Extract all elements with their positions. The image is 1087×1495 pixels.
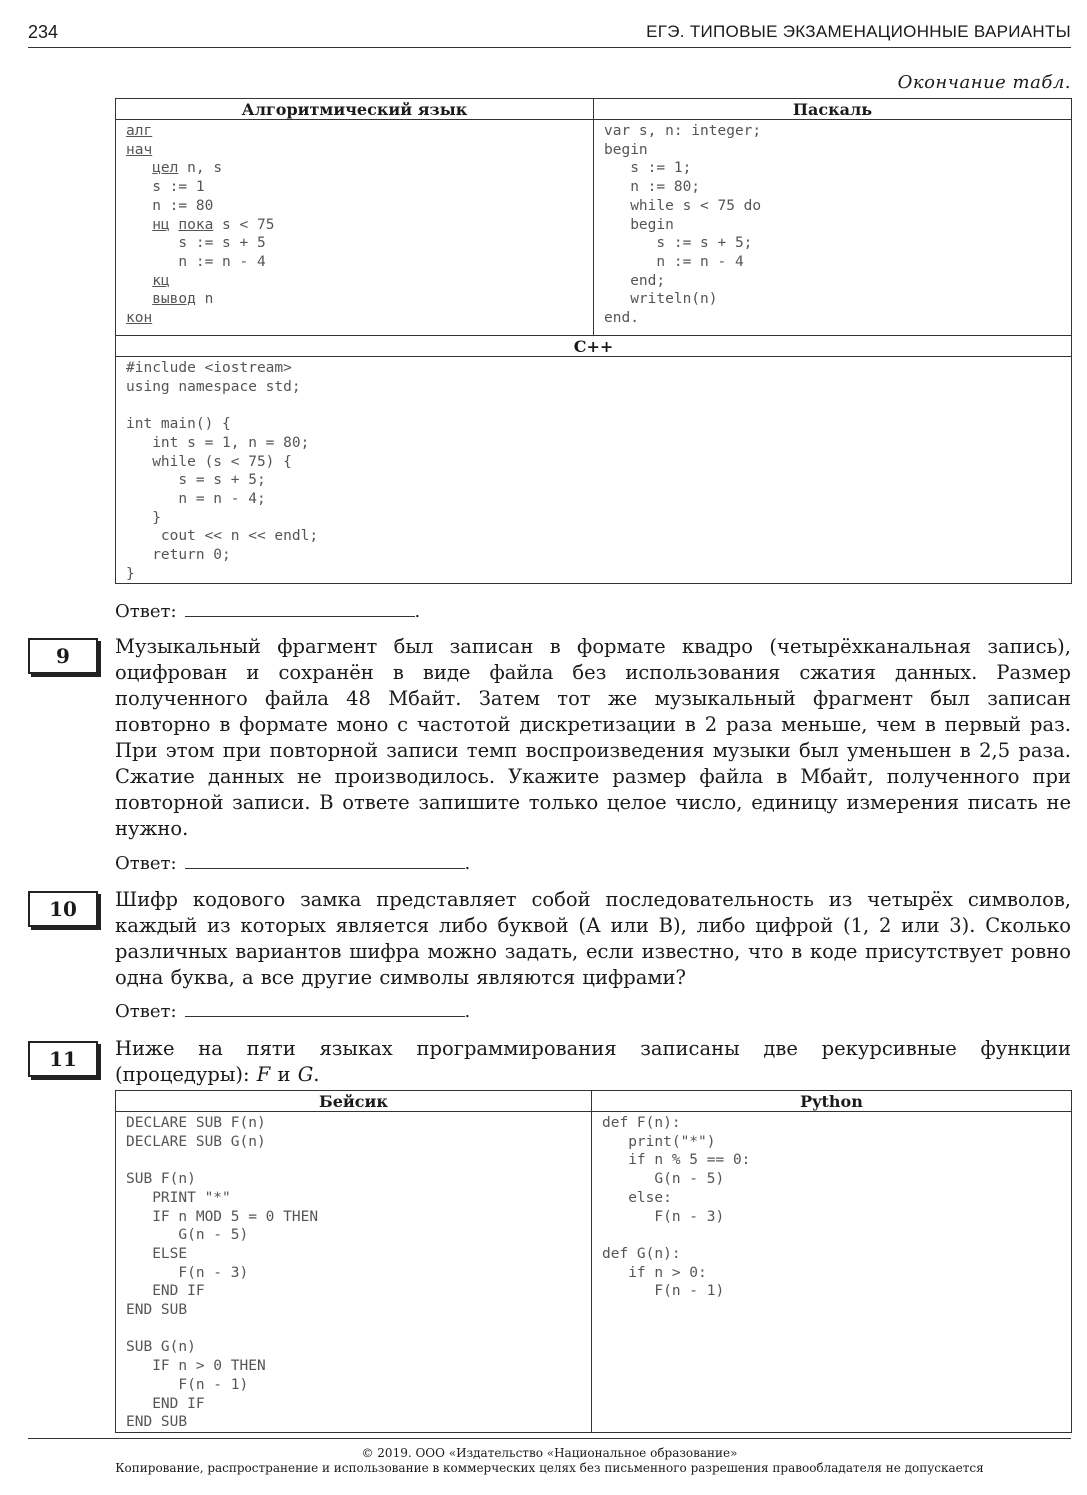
answer-period: . (464, 853, 471, 874)
algorithmic-code (126, 122, 593, 328)
answer-period: . (464, 1001, 471, 1022)
answer-line-task9 (115, 850, 470, 874)
task-number-box: 11 (28, 1041, 98, 1077)
cell-python-code (592, 1112, 1072, 1433)
algorithmic-keyword: цел (152, 160, 179, 177)
header-divider (28, 47, 1071, 48)
algorithmic-keyword: нач (126, 141, 153, 158)
algorithmic-code-line: нц пока s < 75 (152, 216, 275, 233)
algorithmic-code-line: s := s + 5 (178, 235, 266, 252)
algorithmic-code-line: n := 80 (152, 197, 214, 214)
code-table-task11 (115, 1090, 1072, 1433)
answer-blank[interactable] (185, 598, 415, 617)
answer-label: Ответ: (115, 601, 177, 622)
algorithmic-code-line: цел n, s (152, 160, 223, 177)
cpp-code: #include <iostream> using namespace std; int main() { int s = 1, n = 80; while (s < 75) { s = s + 5; n = n - 4; } cout << n << endl; return 0; } (126, 360, 319, 582)
column-header-cpp: C++ (116, 336, 1072, 357)
answer-label: Ответ: (115, 1001, 177, 1022)
task-10-text: Шифр кодового замка представляет собой последовательность из четырёх символов, каждый из которых является либо буквой (А или В), либо цифрой (1, 2 или 3). Сколько различных вариантов шифра можно задать, если известно, что в коде присутствует ровно одна буква, а все другие символы являются цифрами? (115, 888, 1071, 989)
algorithmic-code-line (126, 123, 152, 139)
function-f-name: F (256, 1063, 271, 1086)
algorithmic-code-line: s := 1 (152, 179, 205, 196)
task-11-text (115, 1036, 1071, 1088)
table-caption: Окончание табл. (897, 72, 1071, 93)
task-number-box: 9 (28, 638, 98, 674)
python-code: def F(n): print("*") if n % 5 == 0: G(n - 5) else: F(n - 3) def G(n): if n > 0: F(n - 1) (602, 1115, 751, 1300)
algorithmic-code-line (126, 142, 152, 158)
answer-line-task8 (115, 598, 420, 622)
copyright-line: © 2019. ООО «Издательство «Национальное образование» (361, 1446, 738, 1460)
task-11-text-part: Ниже на пяти языках программирования записаны две рекурсивные функции (процедуры): (115, 1037, 1071, 1086)
task-9-text: Музыкальный фрагмент был записан в формате квадро (четырёхканальная запись), оцифрован и сохранён в виде файла без использования сжатия данных. Размер полученного файла 48 Мбайт. Затем тот же музыкальный фрагмент был записан повторно в формате моно с частотой дискретизации в 2 раза меньше, чем в первый раз. При этом при повторной записи темп воспроизведения музыки был уменьшен в 2,5 раза. Сжатие данных не производилось. Укажите размер файла в Мбайт, полученного при повторной записи. В ответе запишите только целое число, единицу измерения писать не нужно. (115, 635, 1071, 840)
code-table-task8 (115, 98, 1072, 584)
cell-algorithmic-code (116, 120, 594, 336)
task-11-text-end: . (313, 1063, 320, 1086)
page-footer (28, 1446, 1071, 1476)
cell-cpp-code (116, 357, 1072, 584)
algorithmic-code-line: вывод n (152, 291, 214, 308)
basic-code: DECLARE SUB F(n) DECLARE SUB G(n) SUB F(n) PRINT "*" IF n MOD 5 = 0 THEN G(n - 5) ELSE F(n - 3) END IF END SUB SUB G(n) IF n > 0 THEN F(n - 1) END IF END SUB (126, 1115, 319, 1431)
task-11-conjunction: и (270, 1063, 298, 1086)
function-g-name: G (297, 1063, 314, 1086)
answer-period: . (414, 601, 421, 622)
copyright-notice: Копирование, распространение и использование в коммерческих целях без письменного разрешения правообладателя не допускается (115, 1461, 984, 1475)
algorithmic-code-line (126, 310, 152, 326)
algorithmic-code-line (126, 273, 170, 289)
footer-divider (28, 1438, 1071, 1439)
algorithmic-keyword: кон (126, 310, 153, 327)
column-header-python: Python (592, 1091, 1072, 1112)
cell-basic-code (116, 1112, 592, 1433)
answer-blank[interactable] (185, 998, 465, 1017)
algorithmic-keyword: пока (178, 216, 214, 233)
algorithmic-keyword: алг (126, 123, 153, 139)
page-header (28, 18, 1071, 46)
cell-pascal-code (594, 120, 1072, 336)
algorithmic-keyword: вывод (152, 291, 196, 308)
answer-label: Ответ: (115, 853, 177, 874)
answer-blank[interactable] (185, 850, 465, 869)
algorithmic-code-line: n := n - 4 (178, 253, 266, 270)
column-header-pascal: Паскаль (594, 99, 1072, 120)
column-header-algorithmic: Алгоритмический язык (116, 99, 594, 120)
page-number: 234 (28, 22, 59, 42)
pascal-code: var s, n: integer; begin s := 1; n := 80; while s < 75 do begin s := s + 5; n := n - 4 end; writeln(n) end. (604, 123, 762, 327)
task-number-box: 10 (28, 891, 98, 927)
column-header-basic: Бейсик (116, 1091, 592, 1112)
answer-line-task10 (115, 998, 470, 1022)
algorithmic-keyword: нц (152, 216, 170, 233)
algorithmic-keyword: кц (152, 272, 170, 289)
running-title: ЕГЭ. ТИПОВЫЕ ЭКЗАМЕНАЦИОННЫЕ ВАРИАНТЫ (646, 22, 1071, 41)
